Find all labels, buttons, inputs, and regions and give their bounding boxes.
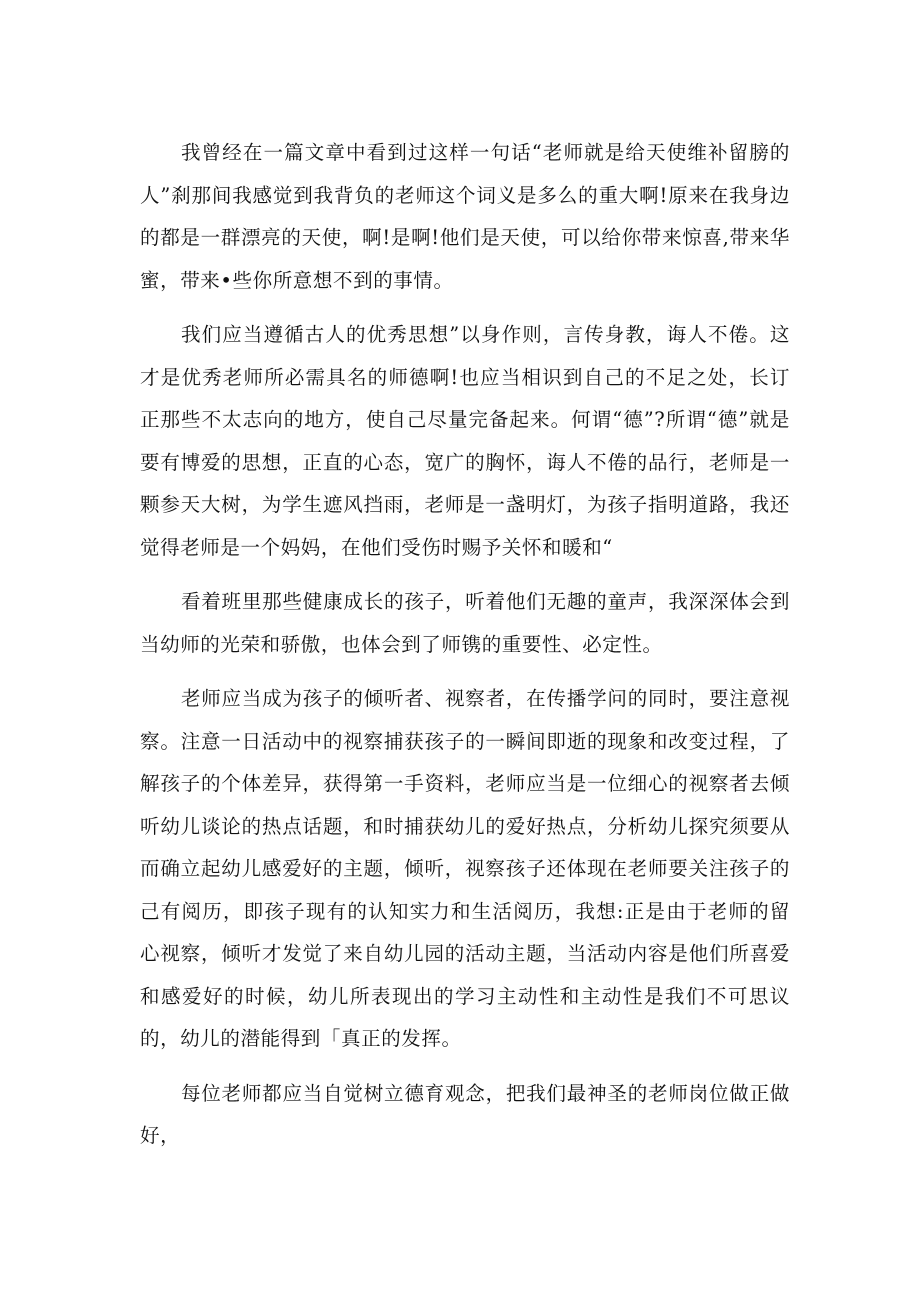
paragraph-2: 我们应当遵循古人的优秀思想”以身作则，言传身教，诲人不倦。这才是优秀老师所必需具名的师德啊!也应当相识到自己的不足之处，长订正那些不太志向的地方，使自己尽量完备起来。何谓“德”?所谓“德”就是要有博爱的思想，正直的心态，宽广的胸怀，诲人不倦的品行，老师是一颗参天大树，为学生遮风挡雨，老师是一盏明灯，为孩子指明道路，我还觉得老师是一个妈妈，在他们受伤时赐予关怀和暖和“ bbox=[140, 323, 790, 559]
document-body bbox=[140, 132, 790, 1170]
paragraph-4: 老师应当成为孩子的倾听者、视察者，在传播学问的同时，要注意视察。注意一日活动中的视察捕获孩子的一瞬间即逝的现象和改变过程，了解孩子的个体差异，获得第一手资料，老师应当是一位细心的视察者去倾听幼儿谈论的热点话题，和时捕获幼儿的爱好热点，分析幼儿探究须要从而确立起幼儿感爱好的主题，倾听，视察孩子还体现在老师要关注孩子的己有阅历，即孩子现有的认知实力和生活阅历，我想:正是由于老师的留心视察，倾听才发觉了来自幼儿园的活动主题，当活动内容是他们所喜爱和感爱好的时候，幼儿所表现出的学习主动性和主动性是我们不可思议的，幼儿的潜能得到「真正的发挥。 bbox=[140, 687, 790, 1050]
paragraph-5: 每位老师都应当自觉树立德育观念，把我们最神圣的老师岗位做正做好， bbox=[140, 1081, 790, 1147]
paragraph-1: 我曾经在一篇文章中看到过这样一句话“老师就是给天使维补留膀的人”刹那间我感觉到我背负的老师这个词义是多么的重大啊!原来在我身边的都是一群漂亮的天使，啊!是啊!他们是天使，可以给你带来惊喜,带来华蜜，带来•些你所意想不到的事情。 bbox=[140, 141, 790, 292]
paragraph-3: 看着班里那些健康成长的孩子，听着他们无趣的童声，我深深体会到当幼师的光荣和骄傲，也体会到了师镌的重要性、必定性。 bbox=[140, 590, 790, 656]
